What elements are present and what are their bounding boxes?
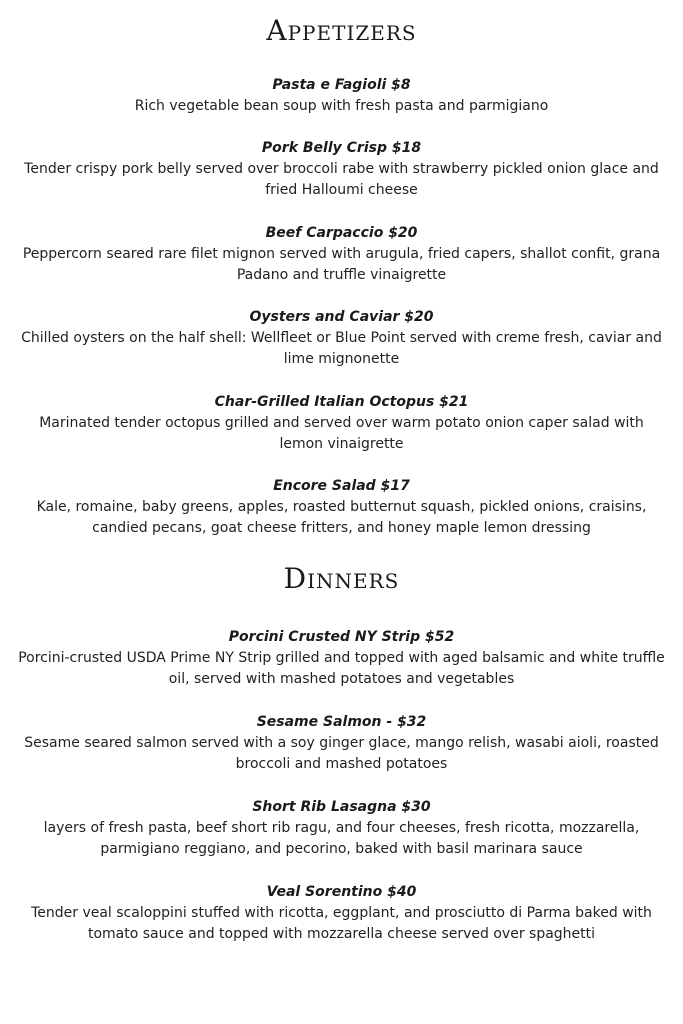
menu-item-encore-salad — [0, 476, 683, 539]
menu-item-description: Kale, romaine, baby greens, apples, roasted butternut squash, pickled onions, craisins, candied pecans, goat cheese fritters, and honey maple lemon dressing — [36, 499, 647, 536]
menu-item-char-grilled-octopus — [0, 392, 683, 455]
menu-item-short-rib-lasagna — [0, 797, 683, 860]
menu-item-description: Marinated tender octopus grilled and served over warm potato onion caper salad with lemon vinaigrette — [39, 415, 644, 452]
menu-item-name: Oysters and Caviar $20 — [249, 309, 434, 325]
menu-item-description: layers of fresh pasta, beef short rib ragu, and four cheeses, fresh ricotta, mozzarella, parmigiano reggiano, and pecorino, baked with basil marinara sauce — [43, 820, 640, 857]
menu-item-name: Pork Belly Crisp $18 — [261, 140, 422, 156]
menu-item-name: Encore Salad $17 — [273, 478, 410, 494]
dinners-heading: Dinners — [283, 562, 400, 595]
menu-item-name: Veal Sorentino $40 — [266, 884, 417, 900]
menu-item-description: Tender veal scaloppini stuffed with ricotta, eggplant, and prosciutto di Parma baked with tomato sauce and topped with mozzarella cheese served over spaghetti — [31, 905, 652, 942]
menu-item-description: Porcini-crusted USDA Prime NY Strip grilled and topped with aged balsamic and white truffle oil, served with mashed potatoes and vegetables — [18, 650, 665, 687]
menu-item-name: Pasta e Fagioli $8 — [272, 77, 411, 93]
menu-item-sesame-salmon — [0, 712, 683, 775]
menu-item-pork-belly-crisp — [0, 138, 683, 201]
menu-item-description: Rich vegetable bean soup with fresh pasta and parmigiano — [134, 98, 549, 114]
menu-item-veal-sorentino — [0, 882, 683, 945]
menu-item-description: Tender crispy pork belly served over broccoli rabe with strawberry pickled onion glace and fried Halloumi cheese — [24, 161, 659, 198]
menu-item-description: Sesame seared salmon served with a soy ginger glace, mango relish, wasabi aioli, roasted broccoli and mashed potatoes — [24, 735, 659, 772]
menu-item-name: Sesame Salmon - $32 — [256, 714, 427, 730]
menu-item-name: Char-Grilled Italian Octopus $21 — [214, 394, 469, 410]
menu-item-description: Peppercorn seared rare filet mignon served with arugula, fried capers, shallot confit, grana Padano and truffle vinaigrette — [22, 246, 661, 283]
menu-item-porcini-ny-strip — [0, 627, 683, 690]
menu-item-oysters-and-caviar — [0, 307, 683, 370]
appetizers-heading: Appetizers — [266, 14, 417, 47]
menu-item-name: Beef Carpaccio $20 — [265, 225, 418, 241]
menu-item-beef-carpaccio — [0, 223, 683, 286]
menu-item-description: Chilled oysters on the half shell: Wellfleet or Blue Point served with creme fresh, caviar and lime mignonette — [21, 330, 662, 367]
menu-item-name: Porcini Crusted NY Strip $52 — [228, 629, 455, 645]
menu-item-pasta-e-fagioli — [0, 75, 683, 117]
menu-item-name: Short Rib Lasagna $30 — [252, 799, 431, 815]
